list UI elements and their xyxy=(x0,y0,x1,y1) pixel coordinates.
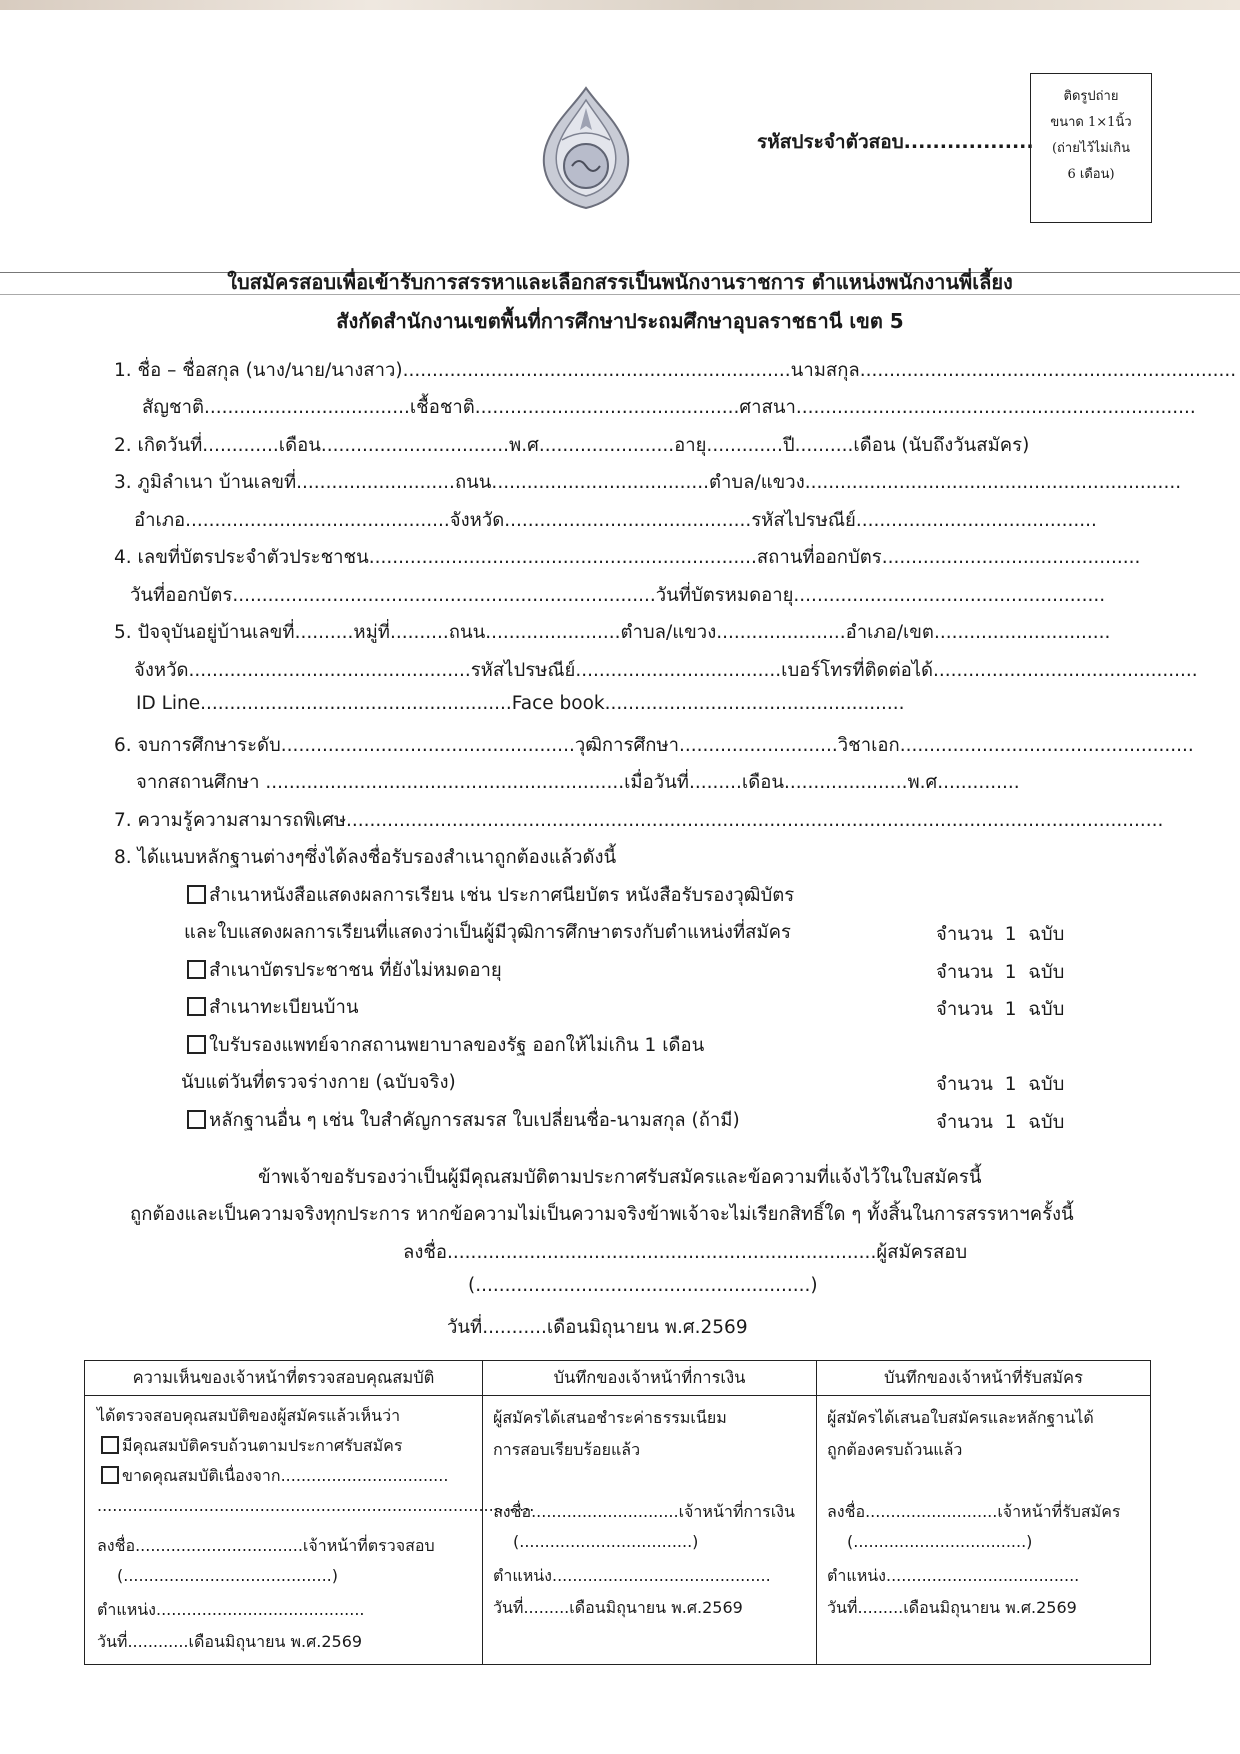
registration-officer-signature[interactable]: ลงชื่อ..........................เจ้าหน้าที่รับสมัคร xyxy=(827,1502,1121,1521)
copies-number: 1 xyxy=(1004,1112,1017,1133)
documents-heading: 8. ได้แนบหลักฐานต่างๆซึ่งได้ลงชื่อรับรองสำเนาถูกต้องแล้วดังนี้ xyxy=(114,847,617,868)
doc-item-transcript-cont: และใบแสดงผลการเรียนที่แสดงว่าเป็นผู้มีวุฒิการศึกษาตรงกับตำแหน่งที่สมัคร xyxy=(184,922,791,943)
field-province-phone[interactable]: จังหวัด................................................รหัสไปรษณีย์...................................เบอร์โทรที่ติดต่อได้............................................. xyxy=(134,660,1198,681)
copies-number: 1 xyxy=(1004,999,1017,1020)
photo-box-line: ขนาด 1×1นิ้ว xyxy=(1050,115,1132,130)
registration-officer-header: บันทึกของเจ้าหน้าที่รับสมัคร xyxy=(817,1361,1151,1396)
field-domicile[interactable]: 3. ภูมิลำเนา บ้านเลขที่...........................ถนน.....................................ตำบล/แขวง................................................................ xyxy=(114,472,1182,493)
doc-item-medical-certificate xyxy=(187,1031,704,1060)
qualification-officer-header: ความเห็นของเจ้าหน้าที่ตรวจสอบคุณสมบัติ xyxy=(85,1361,483,1396)
doc-item-label: สำเนาหนังสือแสดงผลการเรียน เช่น ประกาศนียบัตร หนังสือรับรองวุฒิบัตร xyxy=(209,885,795,906)
registration-officer-name[interactable]: (..................................) xyxy=(847,1532,1033,1551)
checkbox[interactable] xyxy=(101,1466,119,1484)
photo-box-line: ติดรูปถ่าย xyxy=(1063,89,1119,104)
copies-number: 1 xyxy=(1004,962,1017,983)
copies-count xyxy=(936,995,1064,1024)
doc-item-label: หลักฐานอื่น ๆ เช่น ใบสำคัญการสมรส ใบเปลี่ยนชื่อ-นามสกุล (ถ้ามี) xyxy=(209,1110,740,1131)
doc-item-id-card xyxy=(187,956,502,985)
copies-number: 1 xyxy=(1004,1074,1017,1095)
finance-officer-cell xyxy=(483,1396,817,1665)
officials-table xyxy=(84,1360,1151,1665)
copies-unit: ฉบับ xyxy=(1028,1112,1065,1133)
copies-unit: ฉบับ xyxy=(1028,999,1065,1020)
form-subtitle: สังกัดสำนักงานเขตพื้นที่การศึกษาประถมศึกษาอุบลราชธานี เขต 5 xyxy=(336,309,904,333)
checkbox[interactable] xyxy=(101,1436,119,1454)
finance-officer-position[interactable]: ตำแหน่ง........................................... xyxy=(493,1566,771,1585)
finance-note: การสอบเรียบร้อยแล้ว xyxy=(493,1440,641,1459)
form-title: ใบสมัครสอบเพื่อเข้ารับการสรรหาและเลือกสรรเป็นพนักงานราชการ ตำแหน่งพนักงานพี่เลี้ยง xyxy=(227,270,1013,294)
qualification-intro: ได้ตรวจสอบคุณสมบัติของผู้สมัครแล้วเห็นว่า xyxy=(97,1406,401,1425)
registration-note: ผู้สมัครได้เสนอใบสมัครและหลักฐานได้ xyxy=(827,1408,1094,1427)
doc-item-label: สำเนาทะเบียนบ้าน xyxy=(209,997,359,1018)
qualified-option xyxy=(101,1434,402,1459)
scan-top-edge xyxy=(0,0,1240,10)
copies-label: จำนวน xyxy=(936,962,993,983)
copies-unit: ฉบับ xyxy=(1028,1074,1065,1095)
field-institution[interactable]: จากสถานศึกษา .............................................................เมื่อวันที่.........เดือน.....................พ.ศ.............. xyxy=(136,772,1020,793)
finance-officer-header: บันทึกของเจ้าหน้าที่การเงิน xyxy=(483,1361,817,1396)
reason-line[interactable]: ...................................................................................... xyxy=(97,1496,535,1515)
copies-count xyxy=(936,1070,1064,1099)
unqualified-label: ขาดคุณสมบัติเนื่องจาก................................. xyxy=(122,1466,449,1485)
checkbox[interactable] xyxy=(187,1110,206,1129)
photo-box-line: (ถ่ายไว้ไม่เกิน xyxy=(1051,141,1130,156)
declaration-line: ข้าพเจ้าขอรับรองว่าเป็นผู้มีคุณสมบัติตามประกาศรับสมัครและข้อความที่แจ้งไว้ในใบสมัครนี้ xyxy=(258,1167,982,1188)
applicant-signature[interactable]: ลงชื่อ.........................................................................ผู้สมัครสอบ xyxy=(403,1242,968,1263)
doc-item-other-evidence xyxy=(187,1106,740,1135)
copies-number: 1 xyxy=(1004,924,1017,945)
field-education[interactable]: 6. จบการศึกษาระดับ..................................................วุฒิการศึกษา...........................วิชาเอก.................................................. xyxy=(114,735,1194,756)
copies-count xyxy=(936,1108,1064,1137)
qualification-officer-date: วันที่............เดือนมิถุนายน พ.ศ.2569 xyxy=(97,1632,363,1651)
copies-label: จำนวน xyxy=(936,1074,993,1095)
copies-unit: ฉบับ xyxy=(1028,924,1065,945)
finance-officer-date: วันที่.........เดือนมิถุนายน พ.ศ.2569 xyxy=(493,1598,743,1617)
registration-note: ถูกต้องครบถ้วนแล้ว xyxy=(827,1440,963,1459)
qualification-officer-position[interactable]: ตำแหน่ง......................................... xyxy=(97,1600,365,1619)
checkbox[interactable] xyxy=(187,960,206,979)
copies-unit: ฉบับ xyxy=(1028,962,1065,983)
doc-item-transcript xyxy=(187,881,794,910)
checkbox[interactable] xyxy=(187,997,206,1016)
finance-officer-signature[interactable]: ลงชื่อ.............................เจ้าหน้าที่การเงิน xyxy=(493,1502,795,1521)
doc-item-label: สำเนาบัตรประชาชน ที่ยังไม่หมดอายุ xyxy=(209,960,502,981)
exam-id-label: รหัสประจำตัวสอบ.................. xyxy=(757,131,1034,153)
applicant-name[interactable]: (.........................................................) xyxy=(468,1275,818,1296)
copies-count xyxy=(936,958,1064,987)
registration-officer-position[interactable]: ตำแหน่ง...................................... xyxy=(827,1566,1080,1585)
qualification-officer-name[interactable]: (.........................................) xyxy=(117,1566,339,1585)
obec-emblem-logo xyxy=(532,84,640,212)
doc-item-label: ใบรับรองแพทย์จากสถานพยาบาลของรัฐ ออกให้ไม่เกิน 1 เดือน xyxy=(209,1035,705,1056)
field-nationality[interactable]: สัญชาติ...................................เชื้อชาติ.............................................ศาสนา.................................................................... xyxy=(142,397,1196,418)
registration-officer-date: วันที่.........เดือนมิถุนายน พ.ศ.2569 xyxy=(827,1598,1077,1617)
finance-officer-name[interactable]: (..................................) xyxy=(513,1532,699,1551)
declaration-line: ถูกต้องและเป็นความจริงทุกประการ หากข้อความไม่เป็นความจริงข้าพเจ้าจะไม่เรียกสิทธิ์ใด ๆ ทั้งสิ้นในการสรรหาฯครั้งนี้ xyxy=(130,1204,1074,1225)
doc-item-house-registration xyxy=(187,993,359,1022)
field-district[interactable]: อำเภอ.............................................จังหวัด..........................................รหัสไปรษณีย์......................................... xyxy=(134,510,1097,531)
checkbox[interactable] xyxy=(187,1035,206,1054)
field-social[interactable]: ID Line.....................................................Face book................................................... xyxy=(136,693,905,714)
application-date: วันที่...........เดือนมิถุนายน พ.ศ.2569 xyxy=(447,1317,748,1338)
field-name[interactable]: 1. ชื่อ – ชื่อสกุล (นาง/นาย/นางสาว)..................................................................นามสกุล................................................................ xyxy=(114,360,1237,381)
copies-label: จำนวน xyxy=(936,999,993,1020)
field-current-address[interactable]: 5. ปัจจุบันอยู่บ้านเลขที่..........หมู่ที่..........ถนน.......................ตำบล/แขวง......................อำเภอ/เขต.............................. xyxy=(114,622,1111,643)
copies-label: จำนวน xyxy=(936,924,993,945)
qualification-officer-cell xyxy=(85,1396,535,1665)
unqualified-option xyxy=(101,1464,448,1489)
doc-item-medical-cont: นับแต่วันที่ตรวจร่างกาย (ฉบับจริง) xyxy=(181,1072,456,1093)
photo-box-line: 6 เดือน) xyxy=(1067,167,1115,182)
field-special-skills[interactable]: 7. ความรู้ความสามารถพิเศษ........................................................................................................................................... xyxy=(114,810,1164,831)
field-id-card[interactable]: 4. เลขที่บัตรประจำตัวประชาชน..................................................................สถานที่ออกบัตร............................................ xyxy=(114,547,1141,568)
qualification-officer-signature[interactable]: ลงชื่อ.................................เจ้าหน้าที่ตรวจสอบ xyxy=(97,1536,435,1555)
checkbox[interactable] xyxy=(187,885,206,904)
field-id-dates[interactable]: วันที่ออกบัตร........................................................................วันที่บัตรหมดอายุ..................................................... xyxy=(130,585,1106,606)
photo-attachment-box xyxy=(1030,73,1152,223)
copies-count xyxy=(936,920,1064,949)
copies-label: จำนวน xyxy=(936,1112,993,1133)
qualified-label: มีคุณสมบัติครบถ้วนตามประกาศรับสมัคร xyxy=(122,1436,403,1455)
finance-note: ผู้สมัครได้เสนอชำระค่าธรรมเนียม xyxy=(493,1408,727,1427)
registration-officer-cell xyxy=(817,1396,1151,1665)
field-birthdate[interactable]: 2. เกิดวันที่.............เดือน................................พ.ศ.......................อายุ.............ปี..........เดือน (นับถึงวันสมัคร) xyxy=(114,435,1030,456)
